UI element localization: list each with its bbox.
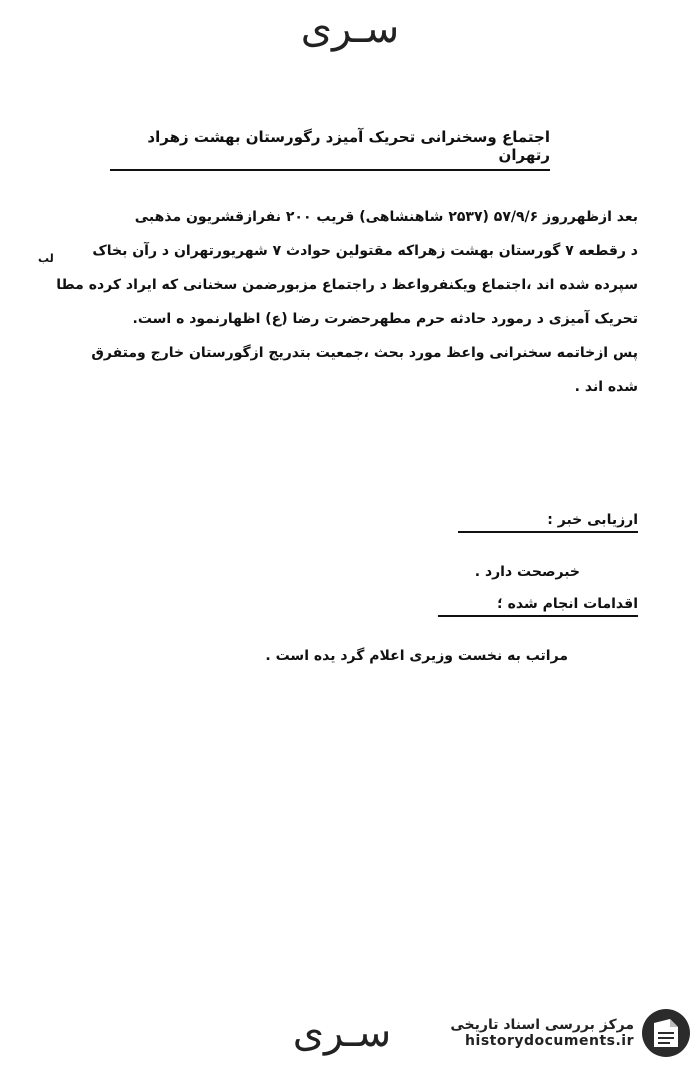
document-title: اجتماع وسخنرانی تحریک آمیزد رگورستان بهشت زهراد رتهران xyxy=(110,128,550,171)
body-line: تحریک آمیزی د رمورد حادثه حرم مطهرحضرت رضا (ع) اظهارنمود ه است. xyxy=(132,311,638,327)
evaluation-text: خبرصحت دارد . xyxy=(474,564,580,580)
watermark xyxy=(450,1003,692,1063)
document-center-logo-icon xyxy=(640,1007,692,1059)
actions-heading: اقدامات انجام شده ؛ xyxy=(438,596,638,617)
body-line: د رقطعه ۷ گورستان بهشت زهراکه مقتولین حوادث ۷ شهریورتهران د رآن بخاک xyxy=(92,243,638,259)
watermark-text xyxy=(450,1017,634,1049)
actions-text: مراتب به نخست وزیری اعلام گرد یده است . xyxy=(265,648,568,664)
classification-stamp-top: سـری xyxy=(300,6,400,52)
evaluation-heading: ارزیابی خبر : xyxy=(458,512,638,533)
document-body xyxy=(48,200,638,404)
body-line: سپرده شده اند ،اجتماع ویکنفرواعظ د راجتماع مزبورضمن سخنانی که ایراد کرده مطا xyxy=(56,277,638,293)
classification-stamp-bottom: سـری xyxy=(292,1010,392,1056)
body-line: بعد ازظهرروز ۵۷/۹/۶ (۲۵۳۷ شاهنشاهی) قریب ۲۰۰ نفرازقشریون مذهبی xyxy=(134,209,638,225)
marginal-annotation: لب xyxy=(38,252,54,265)
body-line: شده اند . xyxy=(574,379,638,395)
body-line: پس ازخاتمه سخنرانی واعظ مورد بحث ،جمعیت بتدریج ازگورستان خارج ومتفرق xyxy=(91,345,638,361)
watermark-url: historydocuments.ir xyxy=(465,1033,634,1049)
watermark-name: مرکز بررسی اسناد تاریخی xyxy=(450,1017,634,1033)
